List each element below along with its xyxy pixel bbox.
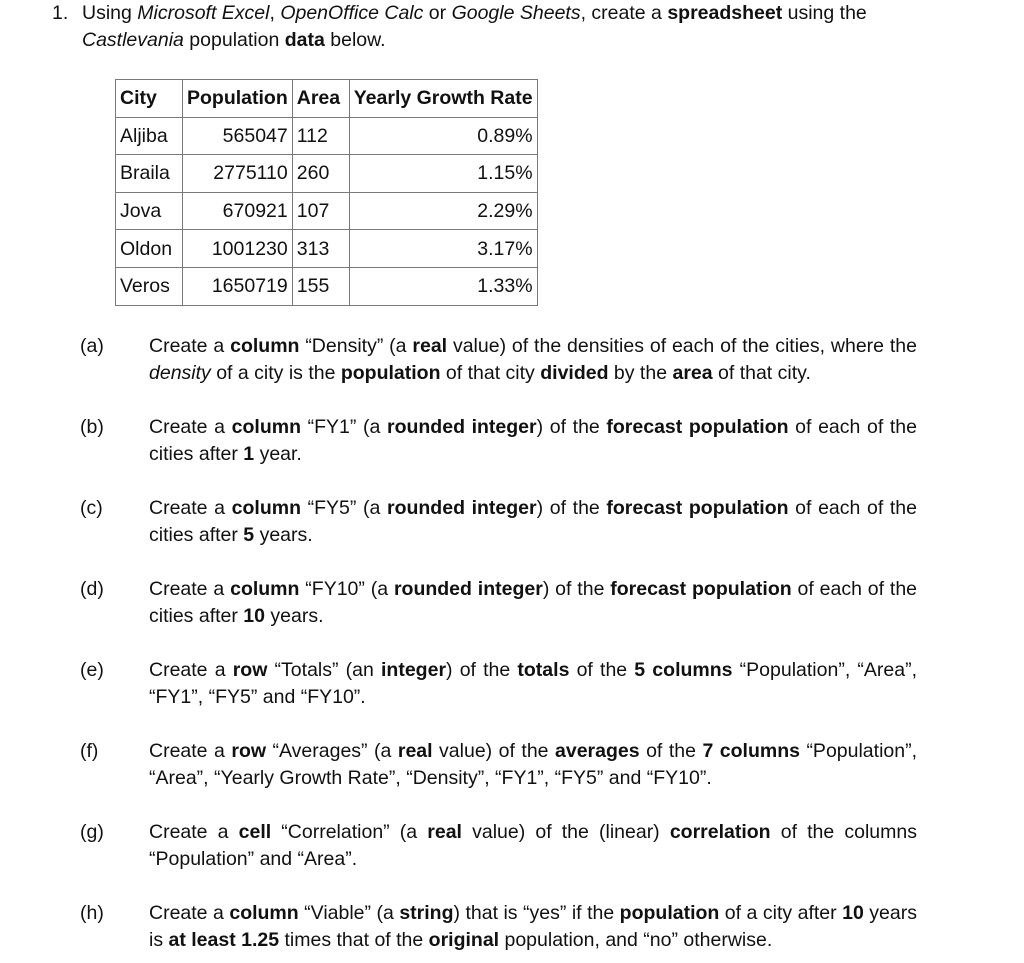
table-row	[116, 267, 538, 305]
cell-city: Aljiba	[116, 117, 183, 155]
cell-population: 1001230	[183, 230, 293, 268]
part-text: Create a column “FY5” (a rounded integer) of the forecast population of each of the cities after 5 years.	[149, 497, 917, 546]
table-row	[116, 230, 538, 268]
cell-growth-rate: 0.89%	[349, 117, 537, 155]
table-row	[116, 117, 538, 155]
part-text: Create a row “Totals” (an integer) of the totals of the 5 columns “Population”, “Area”, “FY1”, “FY5” and “FY10”.	[149, 659, 917, 708]
cell-city: Oldon	[116, 230, 183, 268]
cell-growth-rate: 1.33%	[349, 267, 537, 305]
cell-population: 565047	[183, 117, 293, 155]
part-label: (c)	[80, 497, 103, 519]
cell-growth-rate: 2.29%	[349, 192, 537, 230]
part-label: (a)	[80, 335, 104, 357]
question-number: 1.	[52, 2, 69, 24]
part-label: (e)	[80, 659, 104, 681]
cell-growth-rate: 1.15%	[349, 155, 537, 193]
cell-area: 107	[292, 192, 349, 230]
part-text: Create a column “FY10” (a rounded integer) of the forecast population of each of the cities after 10 years.	[149, 578, 918, 627]
header-growth-rate: Yearly Growth Rate	[349, 80, 537, 118]
part-text: Create a cell “Correlation” (a real value) of the (linear) correlation of the columns “Population” and “Area”.	[149, 821, 917, 870]
cell-area: 260	[292, 155, 349, 193]
part-label: (d)	[80, 578, 104, 600]
cell-city: Jova	[116, 192, 183, 230]
population-table	[115, 79, 538, 306]
cell-area: 112	[292, 117, 349, 155]
question-intro: Using Microsoft Excel, OpenOffice Calc or Google Sheets, create a spreadsheet using the Castlevania population data below.	[82, 2, 867, 51]
cell-city: Braila	[116, 155, 183, 193]
part-label: (g)	[80, 821, 104, 843]
cell-population: 670921	[183, 192, 293, 230]
part-label: (f)	[80, 740, 99, 762]
part-text: Create a column “Density” (a real value) of the densities of each of the cities, where the density of a city is the population of that city divided by the area of that city.	[149, 335, 917, 384]
cell-growth-rate: 3.17%	[349, 230, 537, 268]
cell-population: 1650719	[183, 267, 293, 305]
header-population: Population	[183, 80, 293, 118]
cell-area: 313	[292, 230, 349, 268]
cell-population: 2775110	[183, 155, 293, 193]
header-city: City	[116, 80, 183, 118]
table-header-row	[116, 80, 538, 118]
part-text: Create a column “Viable” (a string) that is “yes” if the population of a city after 10 years is at least 1.25 times that of the original population, and “no” otherwise.	[149, 902, 917, 951]
part-text: Create a column “FY1” (a rounded integer) of the forecast population of each of the cities after 1 year.	[149, 416, 917, 465]
part-label: (b)	[80, 416, 104, 438]
part-text: Create a row “Averages” (a real value) of the averages of the 7 columns “Population”, “Area”, “Yearly Growth Rate”, “Density”, “FY1”, “FY5” and “FY10”.	[149, 740, 918, 789]
table-row	[116, 155, 538, 193]
cell-city: Veros	[116, 267, 183, 305]
table-row	[116, 192, 538, 230]
part-label: (h)	[80, 902, 104, 924]
header-area: Area	[292, 80, 349, 118]
cell-area: 155	[292, 267, 349, 305]
